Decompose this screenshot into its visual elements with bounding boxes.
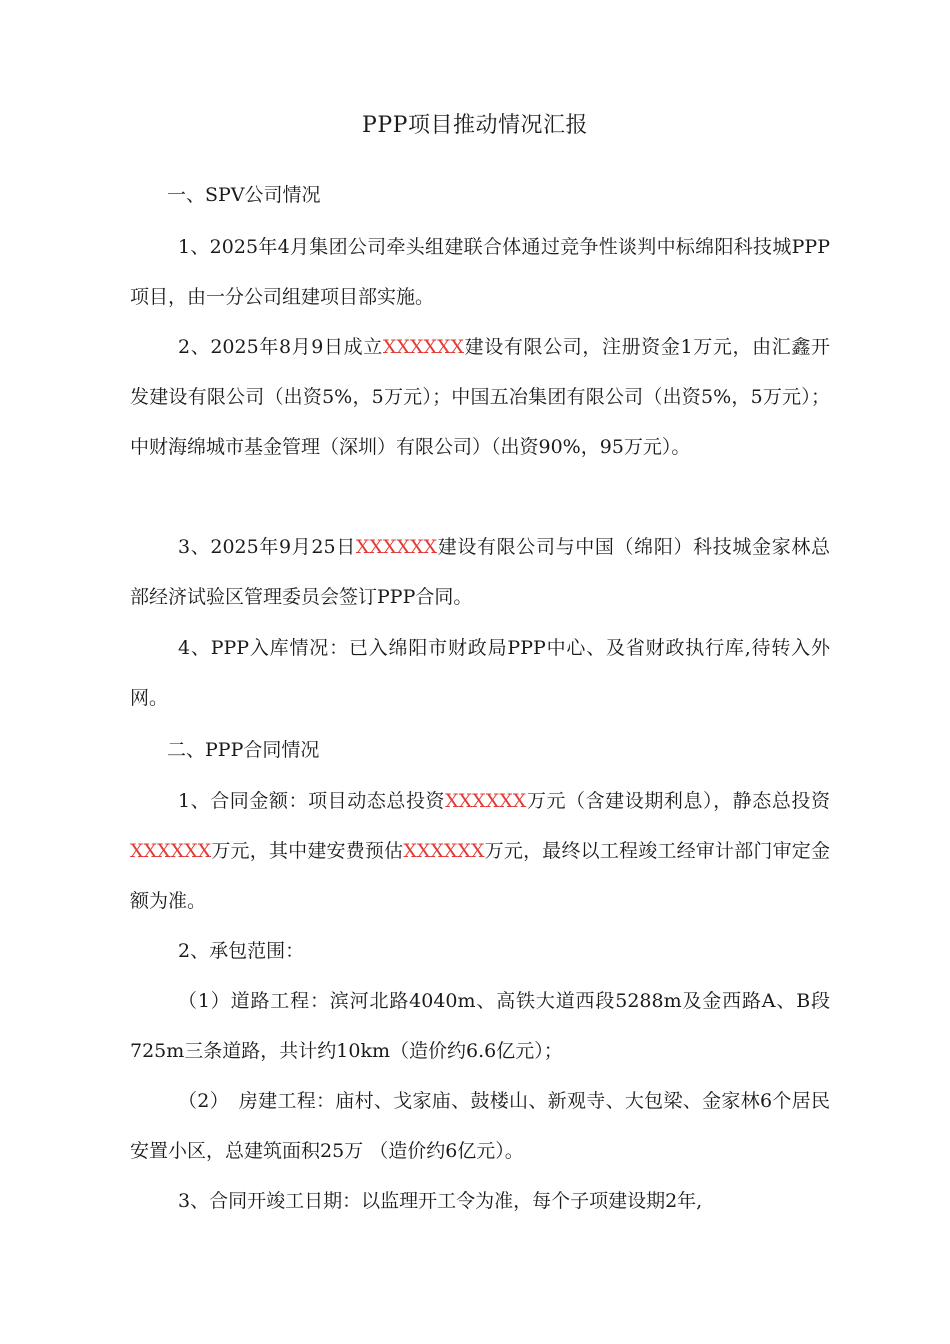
text-segment: 万元（含建设期利息），静态总投资: [526, 790, 830, 812]
section-heading-spv: 一、SPV公司情况: [167, 184, 321, 206]
text-segment: 万元，其中建安费预估: [211, 840, 404, 862]
text-segment: 建设有限公司与中国（绵阳）科技城金家林总部经济试验区管理委员会签订PPP合同。: [130, 536, 830, 608]
paragraph-spv-2: [130, 322, 830, 472]
text-segment: 3、2025年9月25日: [178, 536, 356, 558]
redacted-amount: XXXXXX: [403, 840, 485, 862]
redacted-amount: XXXXXX: [445, 790, 527, 812]
text-segment: 2、2025年8月9日成立: [178, 336, 383, 358]
section-heading-contract: 二、PPP合同情况: [167, 739, 320, 761]
text-segment: 1、合同金额：项目动态总投资: [178, 790, 446, 812]
redacted-company-name: XXXXXX: [355, 536, 438, 558]
paragraph-contract-scope: 2、承包范围：: [178, 940, 305, 962]
paragraph-spv-4: 4、PPP入库情况：已入绵阳市财政局PPP中心、及省财政执行库,待转入外网。: [130, 637, 830, 709]
redacted-amount: XXXXXX: [130, 840, 212, 862]
text-segment: 建设有限公司，注册资金1万元，由汇鑫开发建设有限公司（出资5%，5万元）；中国五冶集团有限公司（出资5%，5万元）；中财海绵城市基金管理（深圳）有限公司）（出资90%，95万元）。: [130, 336, 831, 458]
paragraph-scope-roads: （1）道路工程：滨河北路4040m、高铁大道西段5288m及金西路A、B段725m三条道路，共计约10km（造价约6.6亿元）；: [130, 990, 830, 1062]
paragraph-spv-1: 1、2025年4月集团公司牵头组建联合体通过竞争性谈判中标绵阳科技城PPP项目，由一分公司组建项目部实施。: [130, 236, 830, 308]
redacted-company-name: XXXXXX: [382, 336, 465, 358]
paragraph-contract-dates: 3、合同开竣工日期：以监理开工令为准，每个子项建设期2年,: [178, 1190, 703, 1212]
text-segment: 万元，最终以工程竣工经审计部门审定金额为准。: [130, 840, 830, 912]
paragraph-contract-amount: [130, 776, 830, 926]
paragraph-spv-3: [130, 522, 830, 622]
document-title: PPP项目推动情况汇报: [362, 113, 588, 138]
paragraph-scope-housing: （2） 房建工程：庙村、戈家庙、鼓楼山、新观寺、大包梁、金家林6个居民安置小区，总建筑面积25万 （造价约6亿元）。: [130, 1090, 830, 1162]
